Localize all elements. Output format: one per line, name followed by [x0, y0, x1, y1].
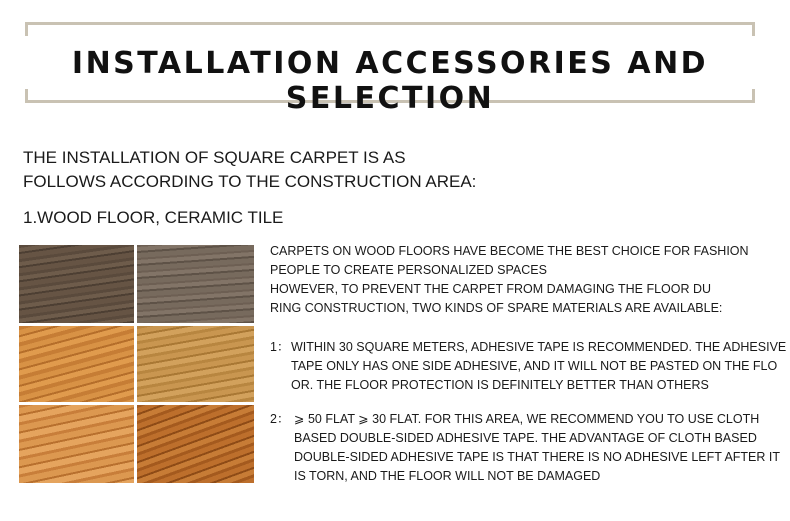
list-item-line: ⩾ 50 FLAT ⩾ 30 FLAT. FOR THIS AREA, WE RECOMMEND YOU TO USE CLOTH [294, 412, 760, 426]
description-paragraph [270, 242, 749, 318]
frame-left-top-tick [25, 22, 28, 36]
wood-floor-image-grid [19, 245, 254, 483]
list-item-line: IS TORN, AND THE FLOOR WILL NOT BE DAMAGED [294, 469, 601, 483]
wood-sample-image [19, 405, 134, 483]
list-item-line: BASED DOUBLE-SIDED ADHESIVE TAPE. THE ADVANTAGE OF CLOTH BASED [294, 431, 757, 445]
wood-sample-image [137, 245, 254, 323]
wood-sample-image [137, 326, 254, 402]
intro-line: FOLLOWS ACCORDING TO THE CONSTRUCTION AREA: [23, 172, 477, 191]
list-item-line: OR. THE FLOOR PROTECTION IS DEFINITELY BETTER THAN OTHERS [291, 378, 709, 392]
frame-right-top-tick [752, 22, 755, 36]
list-item [270, 410, 780, 486]
list-item-number: 2： [270, 412, 290, 426]
page-title: INSTALLATION ACCESSORIES AND SELECTION [71, 46, 709, 116]
intro-text [23, 146, 476, 194]
paragraph-line: RING CONSTRUCTION, TWO KINDS OF SPARE MATERIALS ARE AVAILABLE: [270, 301, 723, 315]
list-item [270, 338, 786, 395]
paragraph-line: CARPETS ON WOOD FLOORS HAVE BECOME THE BEST CHOICE FOR FASHION [270, 244, 749, 258]
wood-sample-image [19, 245, 134, 323]
wood-sample-image [137, 405, 254, 483]
section-heading: 1.WOOD FLOOR, CERAMIC TILE [23, 208, 284, 227]
title-frame [25, 22, 755, 116]
frame-top-line [25, 22, 755, 25]
paragraph-line: HOWEVER, TO PREVENT THE CARPET FROM DAMAGING THE FLOOR DU [270, 282, 712, 296]
intro-line: THE INSTALLATION OF SQUARE CARPET IS AS [23, 148, 406, 167]
list-item-line: TAPE ONLY HAS ONE SIDE ADHESIVE, AND IT WILL NOT BE PASTED ON THE FLO [291, 359, 778, 373]
wood-sample-image [19, 326, 134, 402]
paragraph-line: PEOPLE TO CREATE PERSONALIZED SPACES [270, 263, 547, 277]
list-item-line: DOUBLE-SIDED ADHESIVE TAPE IS THAT THERE IS NO ADHESIVE LEFT AFTER IT [294, 450, 781, 464]
list-item-number: 1： [270, 340, 290, 354]
list-item-line: WITHIN 30 SQUARE METERS, ADHESIVE TAPE IS RECOMMENDED. THE ADHESIVE [291, 340, 787, 354]
